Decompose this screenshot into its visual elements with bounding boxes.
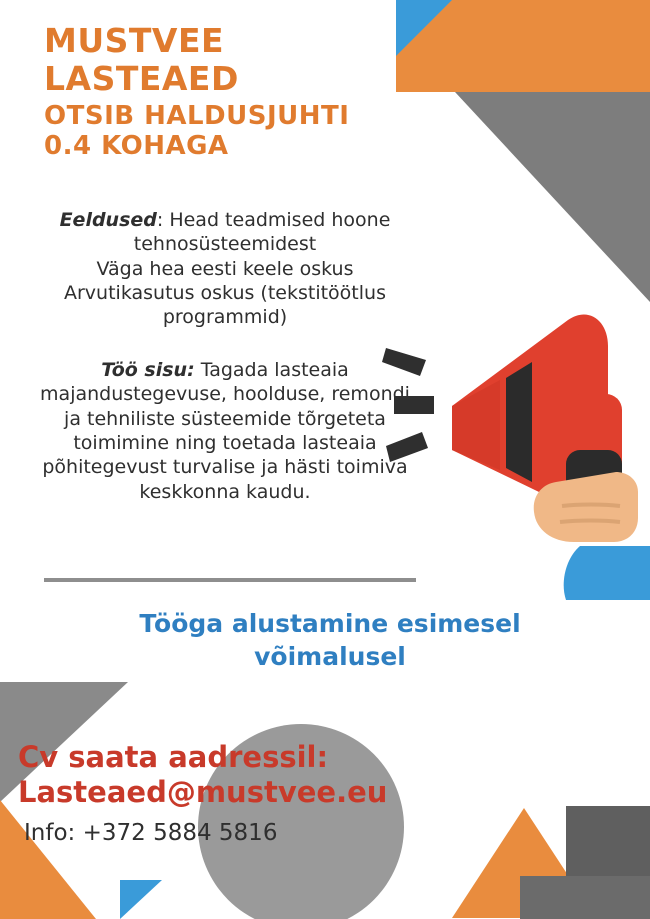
megaphone-icon [380,300,650,600]
requirements-lead-line [30,208,420,257]
upper-right-grey-triangle [455,92,650,302]
page-title [44,22,404,161]
headline-line-2: LASTEAED [44,59,239,99]
cv-instruction-line: Cv saata aadressil: [18,740,329,774]
requirements-section [30,208,420,330]
section-divider [44,578,416,582]
bottom-right-dark-bar [520,876,650,919]
start-date-note: Tööga alustamine esimesel võimalusel [139,609,521,671]
headline-line-1: MUSTVEE [44,21,225,60]
requirements-lead-label: Eeldused [59,209,157,231]
requirements-line-1: Väga hea eesti keele oskus [96,257,354,280]
headline-line-3: OTSIB HALDUSJUHTI [44,100,350,131]
job-description-text: Tagada lasteaia majandustegevuse, hoolduse, remondi ja tehniliste süsteemide tõrgeteta toimimine ning toetada lasteaia põhitegevust turvalise ja hästi toimiva keskkonna kaudu. [40,359,410,503]
job-description-lead-line [30,358,420,504]
requirements-line-2: Arvutikasutus oskus (tekstitöötlus programmid) [64,281,386,329]
job-description-lead-label: Töö sisu: [101,359,195,381]
contact-phone: Info: +372 5884 5816 [24,819,278,846]
job-description-section [30,358,420,504]
cv-email-address[interactable]: Lasteaed@mustvee.eu [18,774,388,809]
headline-line-4: 0.4 KOHAGA [44,130,229,161]
requirements-lead-text: : Head teadmised hoone tehnosüsteemidest [133,209,391,256]
contact-section [18,740,538,846]
bottom-left-blue-triangle [120,880,162,919]
top-right-blue-triangle [396,0,452,56]
